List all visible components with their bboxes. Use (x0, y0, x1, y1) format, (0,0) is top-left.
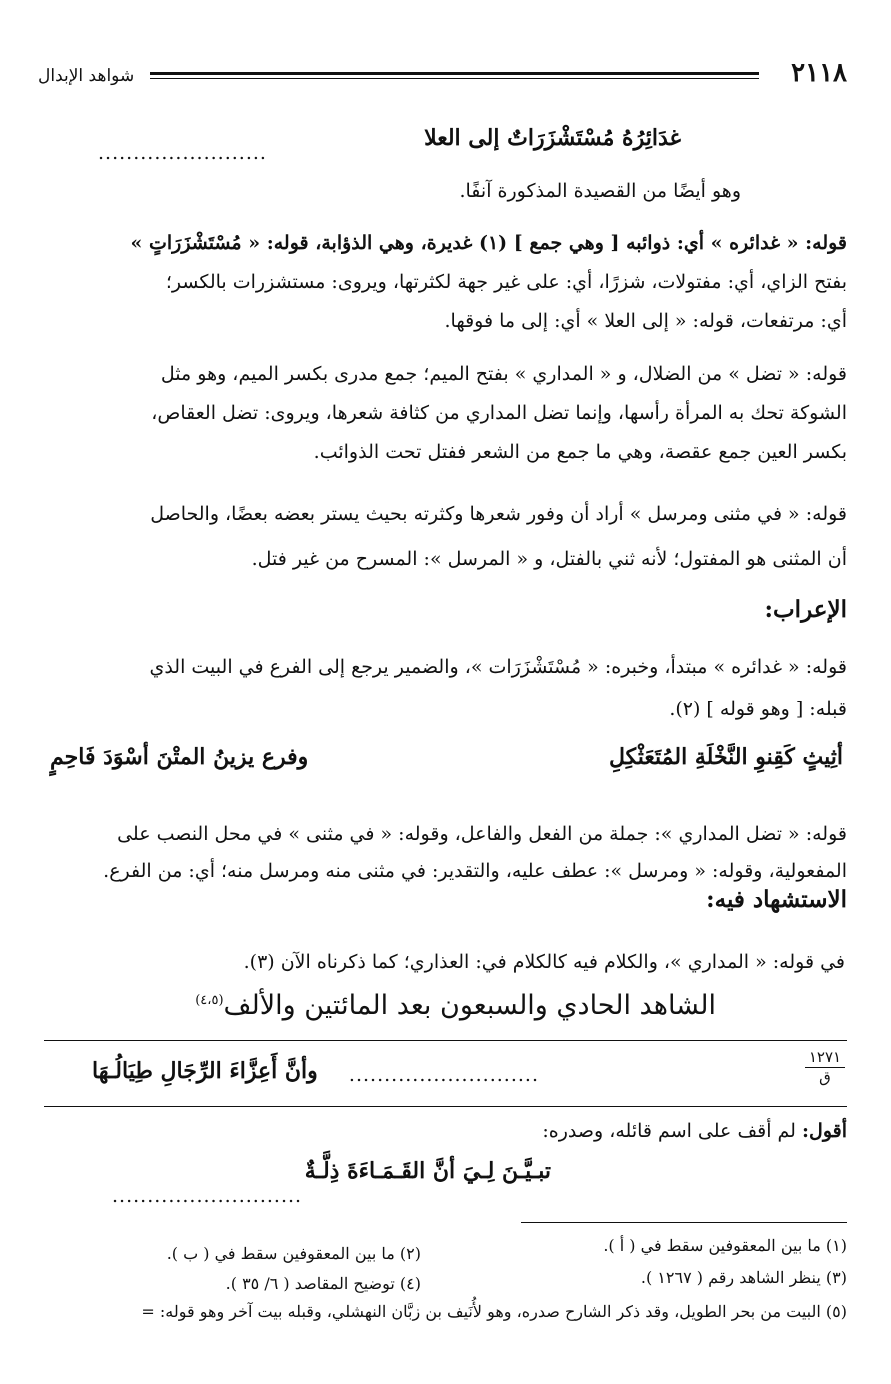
page-number: ٢١١٨ (791, 58, 847, 88)
paragraph-line: قوله: « غدائره » مبتدأ، وخبره: « مُسْتَشْزَرَات »، والضمير يرجع إلى الفرع في البيت الذي (149, 656, 847, 678)
verse-number-top: ١٢٧١ (805, 1048, 845, 1068)
paragraph-line (44, 1120, 847, 1143)
section-heading-irab: الإعراب: (764, 596, 847, 623)
paragraph-line: بفتح الزاي، أي: مفتولات، شزرًا، أي: على غير جهة لكثرتها، ويروى: مستشزرات بالكسر؛ (165, 271, 847, 293)
paragraph-line: بكسر العين جمع عقصة، وهي ما جمع من الشعر ففتل تحت الذوائب. (313, 441, 847, 463)
verse-hemistich-2: تبـيَّـنَ لِـيَ أنَّ القَـمَـاءَةَ ذِلَّـةٌ (304, 1158, 551, 1184)
book-title: شواهد الإبدال (38, 66, 135, 86)
box-bottom-rule (44, 1106, 847, 1107)
verse-hemistich: غدَائِرُهُ مُسْتَشْزَرَاتٌ إلى العلا (424, 125, 681, 151)
box-verse: وأنَّ أَعِزَّاءَ الرِّجَالِ طِيَالُـهَا (92, 1058, 318, 1084)
paragraph-line: قوله: « تضل المداري »: جملة من الفعل والفاعل، وقوله: « في مثنى » في محل النصب على (117, 823, 847, 845)
footnote-4: (٤) توضيح المقاصد ( ٦/ ٣٥ ). (225, 1274, 421, 1293)
footnote-3: (٣) ينظر الشاهد رقم ( ١٢٦٧ ). (640, 1268, 847, 1287)
verse-first-hemistich: وفرع يزينُ المتْنَ أسْوَدَ فَاحِمٍ (50, 744, 309, 770)
page-header (38, 58, 847, 98)
paragraph-line: أي: مرتفعات، قوله: « إلى العلا » أي: إلى ما فوقها. (444, 310, 847, 332)
aqul-text: لم أقف على اسم قائله، وصدره: (542, 1120, 796, 1142)
shahid-heading-text: الشاهد الحادي والسبعون بعد المائتين والألف (223, 990, 716, 1021)
footnote-5: (٥) البيت من بحر الطويل، وقد ذكر الشارح صدره، وهو لأُنَيف بن زبَّان النهشلي، وقبله بيت آخر وهو قوله: = (141, 1302, 847, 1321)
paragraph-line: قوله: « في مثنى ومرسل » أراد أن وفور شعرها وكثرته بحيث يستر بعضه بعضًا، والحاصل (150, 503, 847, 525)
verse-number-bottom: ق (819, 1068, 831, 1086)
aqul-label: أقول: (802, 1120, 847, 1142)
paragraph-line: قبله: [ وهو قوله ] (٢). (669, 698, 847, 720)
verse-dots: ........................ (98, 142, 267, 164)
verse-dots-2: ........................... (112, 1185, 303, 1207)
header-rule (150, 72, 759, 75)
intro-line: وهو أيضًا من القصيدة المذكورة آنفًا. (459, 180, 741, 202)
paragraph-line: المفعولية، وقوله: « ومرسل »: عطف عليه، والتقدير: في مثنى منه ومرسل منه؛ أي: من الفرع. (103, 860, 847, 882)
paragraph-line: الشوكة تحك به المرأة رأسها، وإنما تضل المداري من كثافة شعرها، ويروى: تضل العقاص، (151, 402, 847, 424)
shahid-heading (195, 990, 716, 1021)
footnote-2: (٢) ما بين المعقوفين سقط في ( ب ). (166, 1244, 421, 1263)
shahid-footnote-ref: (٤،٥) (195, 993, 224, 1008)
paragraph-line: أن المثنى هو المفتول؛ لأنه ثني بالفتل، و « المرسل »: المسرح من غير فتل. (251, 548, 847, 570)
footnote-separator (521, 1222, 847, 1223)
box-top-rule (44, 1040, 847, 1041)
paragraph-line: في قوله: « المداري »، والكلام فيه كالكلام في: العذاري؛ كما ذكرناه الآن (٣). (243, 951, 845, 973)
verse-second-hemistich: أثِيثٍ كَقِنوِ النَّخْلَةِ المُتَعَثْكِلِ (608, 744, 843, 770)
paragraph-line: قوله: « غدائره » أي: ذوائبه [ وهي جمع ] (١) غديرة، وهي الذؤابة، قوله: « مُسْتَشْزَرَاتٍ » (130, 232, 847, 254)
footnote-1: (١) ما بين المعقوفين سقط في ( أ ). (603, 1236, 847, 1255)
box-dots: ........................... (348, 1064, 539, 1086)
verse-number (805, 1048, 845, 1086)
paragraph-line: قوله: « تضل » من الضلال، و « المداري » بفتح الميم؛ جمع مدرى بكسر الميم، وهو مثل (160, 363, 847, 385)
section-heading-istishhad: الاستشهاد فيه: (706, 886, 847, 913)
header-rule-thin (150, 78, 759, 79)
